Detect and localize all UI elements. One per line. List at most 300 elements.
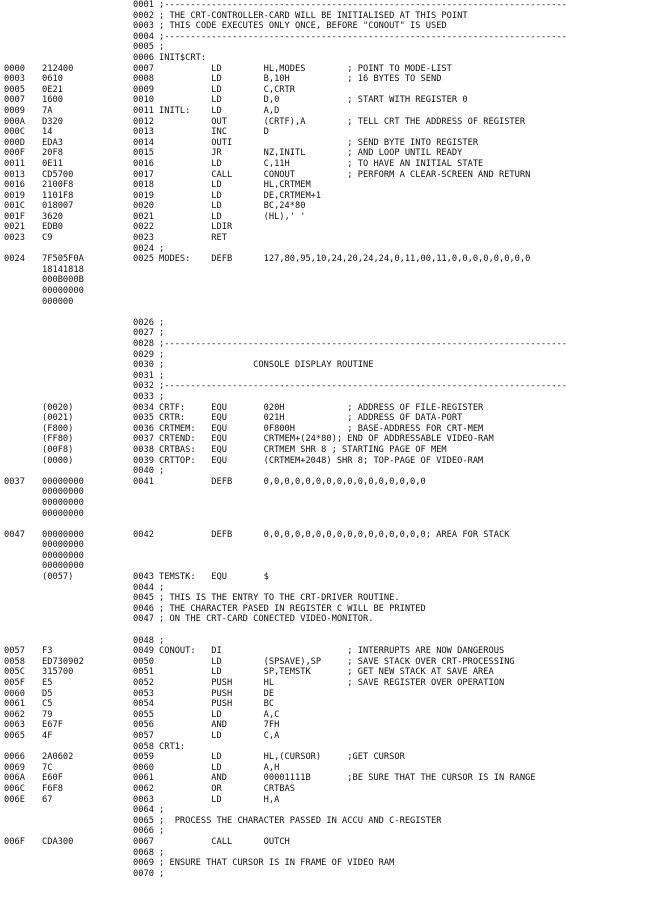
object-code-cell: 00000000 (42, 497, 84, 508)
listing-row (0, 74, 666, 85)
source-cell: TEMSTK: EQU $ (159, 572, 269, 583)
listing-row (0, 339, 666, 350)
address-cell: 0058 (4, 656, 25, 667)
object-code-cell: D320 (42, 116, 63, 127)
listing-row (0, 413, 666, 424)
object-code-cell: E60F (42, 773, 63, 784)
listing-row (0, 212, 666, 223)
object-code-cell: 00000000 (42, 508, 84, 519)
line-number-cell: 0063 (133, 794, 154, 805)
object-code-cell: D5 (42, 688, 53, 699)
object-code-cell: 000B000B (42, 275, 84, 286)
listing-row (0, 95, 666, 106)
listing-row (0, 180, 666, 191)
source-cell: ; (159, 466, 165, 477)
line-number-cell: 0029 (133, 349, 154, 360)
address-cell: 0024 (4, 254, 25, 265)
listing-row (0, 763, 666, 774)
listing-row (0, 32, 666, 43)
source-cell: CRTMEM: EQU 0F800H ; BASE-ADDRESS FOR CRT-MEM (159, 423, 484, 434)
line-number-cell: 0038 (133, 444, 154, 455)
address-cell: 0066 (4, 752, 25, 763)
source-cell: CALL CONOUT ; PERFORM A CLEAR-SCREEN AND RETURN (159, 169, 531, 180)
listing-row (0, 350, 666, 361)
source-cell: ;----------------------------------------------------------------------------- (159, 31, 567, 42)
address-cell: 0023 (4, 233, 25, 244)
object-code-cell: 20F8 (42, 148, 63, 159)
object-code-cell: E67F (42, 720, 63, 731)
line-number-cell: 0019 (133, 190, 154, 201)
source-cell: LD C,CRTR (159, 84, 295, 95)
source-cell: OUT (CRTF),A ; TELL CRT THE ADDRESS OF REGISTER (159, 116, 526, 127)
listing-row (0, 805, 666, 816)
source-cell: ; THIS IS THE ENTRY TO THE CRT-DRIVER ROUTINE. (159, 593, 400, 604)
source-cell: ; (159, 370, 165, 381)
address-cell: 0009 (4, 105, 25, 116)
source-cell: ; THE CHARACTER PASED IN REGISTER C WILL BE PRINTED (159, 603, 426, 614)
listing-row (0, 403, 666, 414)
address-cell: 0037 (4, 476, 25, 487)
line-number-cell: 0047 (133, 614, 154, 625)
line-number-cell: 0053 (133, 688, 154, 699)
address-cell: 0016 (4, 180, 25, 191)
address-cell: 000C (4, 127, 25, 138)
source-cell: JR NZ,INITL ; AND LOOP UNTIL READY (159, 148, 463, 159)
line-number-cell: 0064 (133, 805, 154, 816)
object-code-cell: 000000 (42, 296, 74, 307)
line-number-cell: 0012 (133, 116, 154, 127)
line-number-cell: 0044 (133, 582, 154, 593)
listing-row (0, 244, 666, 255)
listing-row (0, 286, 666, 297)
listing-row (0, 297, 666, 308)
object-code-cell: 018007 (42, 201, 74, 212)
listing-row (0, 85, 666, 96)
address-cell: 001C (4, 201, 25, 212)
listing-row (0, 752, 666, 763)
line-number-cell: 0054 (133, 699, 154, 710)
line-number-cell: 0060 (133, 762, 154, 773)
source-cell: INIT$CRT: (159, 52, 207, 63)
listing-row (0, 233, 666, 244)
object-code-cell: 7A (42, 105, 53, 116)
object-code-cell: (0021) (42, 413, 74, 424)
line-number-cell: 0005 (133, 42, 154, 53)
object-code-cell: 212400 (42, 63, 74, 74)
line-number-cell: 0013 (133, 127, 154, 138)
object-code-cell: (FF80) (42, 434, 74, 445)
object-code-cell: 315700 (42, 667, 74, 678)
object-code-cell: 0E21 (42, 84, 63, 95)
object-code-cell: 79 (42, 709, 53, 720)
listing-row (0, 604, 666, 615)
address-cell: 0047 (4, 529, 25, 540)
listing-row (0, 275, 666, 286)
source-cell: ;----------------------------------------------------------------------------- (159, 0, 567, 10)
source-cell: ; (159, 582, 165, 593)
object-code-cell: 00000000 (42, 550, 84, 561)
listing-row (0, 127, 666, 138)
source-cell: LD A,H (159, 762, 280, 773)
listing-row (0, 826, 666, 837)
line-number-cell: 0031 (133, 370, 154, 381)
object-code-cell: (00F8) (42, 444, 74, 455)
listing-row (0, 434, 666, 445)
object-code-cell: CDA300 (42, 836, 74, 847)
address-cell: 006E (4, 794, 25, 805)
address-cell: 0069 (4, 762, 25, 773)
line-number-cell: 0049 (133, 646, 154, 657)
object-code-cell: (0020) (42, 402, 74, 413)
source-cell: LD C,11H ; TO HAVE AN INITIAL STATE (159, 158, 484, 169)
line-number-cell: 0057 (133, 730, 154, 741)
line-number-cell: 0046 (133, 603, 154, 614)
object-code-cell: 4F (42, 730, 53, 741)
blank-spacer (0, 307, 666, 318)
source-cell: ; (159, 391, 165, 402)
address-cell: 0062 (4, 709, 25, 720)
address-cell: 000F (4, 148, 25, 159)
line-number-cell: 0051 (133, 667, 154, 678)
object-code-cell: 00000000 (42, 476, 84, 487)
address-cell: 0019 (4, 190, 25, 201)
line-number-cell: 0037 (133, 434, 154, 445)
line-number-cell: 0027 (133, 328, 154, 339)
object-code-cell: 7C (42, 762, 53, 773)
listing-row (0, 21, 666, 32)
listing-row (0, 53, 666, 64)
line-number-cell: 0070 (133, 868, 154, 879)
line-number-cell: 0006 (133, 52, 154, 63)
line-number-cell: 0035 (133, 413, 154, 424)
line-number-cell: 0028 (133, 339, 154, 349)
source-cell: LD HL,CRTMEM (159, 180, 311, 191)
line-number-cell: 0045 (133, 593, 154, 604)
source-cell: ; (159, 847, 165, 858)
source-cell: CRTR: EQU 021H ; ADDRESS OF DATA-PORT (159, 413, 463, 424)
listing-row (0, 731, 666, 742)
source-cell: PUSH HL ; SAVE REGISTER OVER OPERATION (159, 678, 505, 688)
object-code-cell: C9 (42, 233, 53, 244)
source-cell: LD H,A (159, 794, 280, 805)
object-code-cell: F6F8 (42, 783, 63, 794)
object-code-cell: CD5700 (42, 169, 74, 180)
object-code-cell: C5 (42, 699, 53, 710)
source-cell: LD D,0 ; START WITH REGISTER 0 (159, 95, 468, 106)
listing-row (0, 742, 666, 753)
address-cell: 0065 (4, 730, 25, 741)
listing-row (0, 64, 666, 75)
line-number-cell: 0011 (133, 105, 154, 116)
line-number-cell: 0055 (133, 709, 154, 720)
source-cell: RET (159, 233, 227, 244)
listing-row (0, 381, 666, 392)
object-code-cell: F3 (42, 646, 53, 657)
listing-row (0, 159, 666, 170)
address-cell: 0011 (4, 158, 25, 169)
source-cell: CRTBAS: EQU CRTMEM SHR 8 ; STARTING PAGE OF MEM (159, 444, 447, 455)
listing-row (0, 117, 666, 128)
object-code-cell: EDA3 (42, 137, 63, 148)
address-cell: 006F (4, 836, 25, 847)
line-number-cell: 0036 (133, 423, 154, 434)
source-cell: CONOUT: DI ; INTERRUPTS ARE NOW DANGEROUS (159, 646, 505, 657)
address-cell: 0000 (4, 63, 25, 74)
line-number-cell: 0056 (133, 720, 154, 731)
source-cell: CALL OUTCH (159, 836, 290, 847)
source-cell: ; CONSOLE DISPLAY ROUTINE (159, 360, 374, 371)
listing-row (0, 583, 666, 594)
address-cell: 000D (4, 137, 25, 148)
listing-row (0, 678, 666, 689)
source-cell: ;----------------------------------------------------------------------------- (159, 339, 567, 349)
address-cell: 006C (4, 783, 25, 794)
line-number-cell: 0040 (133, 466, 154, 477)
line-number-cell: 0059 (133, 752, 154, 763)
object-code-cell: 14 (42, 127, 53, 138)
line-number-cell: 0023 (133, 233, 154, 244)
listing-row (0, 784, 666, 795)
line-number-cell: 0009 (133, 84, 154, 95)
listing-row (0, 191, 666, 202)
source-cell: CRTEND: EQU CRTMEM+(24*80); END OF ADDRESSABLE VIDEO-RAM (159, 434, 494, 445)
source-cell: PUSH BC (159, 699, 275, 710)
listing-row (0, 667, 666, 678)
source-cell: LD DE,CRTMEM+1 (159, 190, 322, 201)
listing-row (0, 773, 666, 784)
source-cell: LD A,C (159, 709, 280, 720)
listing-row (0, 657, 666, 668)
source-cell: LDIR (159, 222, 233, 233)
source-cell: ; THIS CODE EXECUTES ONLY ONCE, BEFORE "CONOUT" IS USED (159, 21, 447, 32)
listing-row (0, 530, 666, 541)
source-cell: ; (159, 328, 165, 339)
address-cell: 0005 (4, 84, 25, 95)
blank-spacer (0, 519, 666, 530)
listing-row (0, 837, 666, 848)
source-cell: ; (159, 42, 165, 53)
line-number-cell: 0002 (133, 10, 154, 21)
line-number-cell: 0017 (133, 169, 154, 180)
listing-row (0, 328, 666, 339)
object-code-cell: 18141818 (42, 264, 84, 275)
line-number-cell: 0052 (133, 678, 154, 688)
source-cell: LD SP,TEMSTK ; GET NEW STACK AT SAVE AREA (159, 667, 494, 678)
listing-row (0, 201, 666, 212)
line-number-cell: 0021 (133, 211, 154, 222)
line-number-cell: 0069 (133, 858, 154, 869)
source-cell: INITL: LD A,D (159, 105, 280, 116)
source-cell: ; (159, 868, 165, 879)
listing-row (0, 869, 666, 880)
listing-row (0, 254, 666, 265)
line-number-cell: 0039 (133, 455, 154, 466)
line-number-cell: 0018 (133, 180, 154, 191)
source-cell: AND 7FH (159, 720, 280, 731)
source-cell: CRT1: (159, 741, 186, 752)
line-number-cell: 0022 (133, 222, 154, 233)
source-cell: ; PROCESS THE CHARACTER PASSED IN ACCU AND C-REGISTER (159, 815, 442, 826)
object-code-cell: 67 (42, 794, 53, 805)
source-cell: ; ENSURE THAT CURSOR IS IN FRAME OF VIDEO RAM (159, 858, 395, 869)
listing-row (0, 795, 666, 806)
source-cell: DEFB 0,0,0,0,0,0,0,0,0,0,0,0,0,0,0,0; AREA FOR STACK (159, 529, 510, 540)
source-cell: ; ON THE CRT-CARD CONECTED VIDEO-MONITOR. (159, 614, 374, 625)
source-cell: ; (159, 805, 165, 816)
line-number-cell: 0014 (133, 137, 154, 148)
source-cell: CRTTOP: EQU (CRTMEM+2048) SHR 8; TOP-PAGE OF VIDEO-RAM (159, 455, 484, 466)
line-number-cell: 0003 (133, 21, 154, 32)
object-code-cell: 00000000 (42, 561, 84, 572)
listing-row (0, 816, 666, 827)
address-cell: 005F (4, 678, 25, 688)
source-cell: LD (SPSAVE),SP ; SAVE STACK OVER CRT-PROCESSING (159, 656, 515, 667)
source-cell: CRTF: EQU 020H ; ADDRESS OF FILE-REGISTER (159, 402, 484, 413)
source-cell: ; (159, 635, 165, 646)
source-cell: PUSH DE (159, 688, 275, 699)
listing-row (0, 318, 666, 329)
object-code-cell: 00000000 (42, 487, 84, 498)
listing-row (0, 646, 666, 657)
listing-row (0, 392, 666, 403)
listing-row (0, 540, 666, 551)
listing-row (0, 487, 666, 498)
listing-row (0, 858, 666, 869)
listing-row (0, 11, 666, 22)
line-number-cell: 0048 (133, 635, 154, 646)
address-cell: 0007 (4, 95, 25, 106)
listing-row (0, 456, 666, 467)
listing-row (0, 445, 666, 456)
listing-row (0, 222, 666, 233)
line-number-cell: 0050 (133, 656, 154, 667)
listing-row (0, 360, 666, 371)
line-number-cell: 0020 (133, 201, 154, 212)
listing-row (0, 710, 666, 721)
listing-row (0, 551, 666, 562)
source-cell: LD HL,MODES ; POINT TO MODE-LIST (159, 63, 452, 74)
source-cell: ; (159, 826, 165, 837)
object-code-cell: 1600 (42, 95, 63, 106)
source-cell: LD (HL),' ' (159, 211, 306, 222)
object-code-cell: 1101F8 (42, 190, 74, 201)
address-cell: 001F (4, 211, 25, 222)
object-code-cell: 00000000 (42, 286, 84, 297)
source-cell: ; (159, 317, 165, 328)
address-cell: 0061 (4, 699, 25, 710)
listing-row (0, 42, 666, 53)
blank-spacer (0, 625, 666, 636)
object-code-cell: 2100F8 (42, 180, 74, 191)
object-code-cell: 0610 (42, 74, 63, 85)
source-cell: OR CRTBAS (159, 783, 295, 794)
listing-row (0, 466, 666, 477)
source-cell: ; (159, 349, 165, 360)
object-code-cell: E5 (42, 678, 53, 688)
listing-row (0, 265, 666, 276)
listing-row (0, 720, 666, 731)
object-code-cell: ED730902 (42, 656, 84, 667)
line-number-cell: 0067 (133, 836, 154, 847)
object-code-cell: 0E11 (42, 158, 63, 169)
source-cell: ;----------------------------------------------------------------------------- (159, 381, 567, 392)
line-number-cell: 0062 (133, 783, 154, 794)
line-number-cell: 0010 (133, 95, 154, 106)
source-cell: LD HL,(CURSOR) ;GET CURSOR (159, 752, 405, 763)
line-number-cell: 0042 (133, 529, 154, 540)
object-code-cell: EDB0 (42, 222, 63, 233)
source-cell: ; (159, 243, 165, 254)
source-cell: LD B,10H ; 16 BYTES TO SEND (159, 74, 442, 85)
address-cell: 0060 (4, 688, 25, 699)
listing-row (0, 170, 666, 181)
address-cell: 005C (4, 667, 25, 678)
listing-row (0, 424, 666, 435)
listing-row (0, 138, 666, 149)
listing-row (0, 614, 666, 625)
source-cell: INC D (159, 127, 269, 138)
source-cell: DEFB 0,0,0,0,0,0,0,0,0,0,0,0,0,0,0,0 (159, 476, 426, 487)
line-number-cell: 0041 (133, 476, 154, 487)
line-number-cell: 0007 (133, 63, 154, 74)
listing-row (0, 593, 666, 604)
address-cell: 0013 (4, 169, 25, 180)
line-number-cell: 0061 (133, 773, 154, 784)
line-number-cell: 0034 (133, 402, 154, 413)
listing-row (0, 106, 666, 117)
line-number-cell: 0016 (133, 158, 154, 169)
line-number-cell: 0065 (133, 815, 154, 826)
listing-row (0, 477, 666, 488)
address-cell: 006A (4, 773, 25, 784)
object-code-cell: (F800) (42, 423, 74, 434)
line-number-cell: 0024 (133, 243, 154, 254)
line-number-cell: 0032 (133, 381, 154, 392)
line-number-cell: 0058 (133, 741, 154, 752)
listing-row (0, 699, 666, 710)
listing-row (0, 636, 666, 647)
line-number-cell: 0030 (133, 360, 154, 371)
listing-row (0, 689, 666, 700)
address-cell: 0057 (4, 646, 25, 657)
listing-row (0, 498, 666, 509)
source-cell: AND 00001111B ;BE SURE THAT THE CURSOR IS IN RANGE (159, 773, 536, 784)
source-cell: LD C,A (159, 730, 280, 741)
address-cell: 000A (4, 116, 25, 127)
listing-row (0, 561, 666, 572)
address-cell: 0063 (4, 720, 25, 731)
object-code-cell: (0000) (42, 455, 74, 466)
listing-row (0, 848, 666, 859)
line-number-cell: 0015 (133, 148, 154, 159)
source-cell: OUTI ; SEND BYTE INTO REGISTER (159, 137, 479, 148)
object-code-cell: 2A0602 (42, 752, 74, 763)
object-code-cell: 00000000 (42, 540, 84, 551)
line-number-cell: 0043 (133, 572, 154, 583)
source-cell: LD BC,24*80 (159, 201, 306, 212)
object-code-cell: 00000000 (42, 529, 84, 540)
listing-row (0, 0, 666, 11)
listing-row (0, 148, 666, 159)
listing-row (0, 572, 666, 583)
line-number-cell: 0068 (133, 847, 154, 858)
source-cell: ; THE CRT-CONTROLLER-CARD WILL BE INITIALISED AT THIS POINT (159, 10, 468, 21)
object-code-cell: 7F505F0A (42, 254, 84, 265)
source-cell: MODES: DEFB 127,80,95,10,24,20,24,24,0,11,00,11,0,0,0,0,0,0,0,0 (159, 254, 531, 265)
object-code-cell: (0057) (42, 572, 74, 583)
line-number-cell: 0004 (133, 31, 154, 42)
line-number-cell: 0025 (133, 254, 154, 265)
